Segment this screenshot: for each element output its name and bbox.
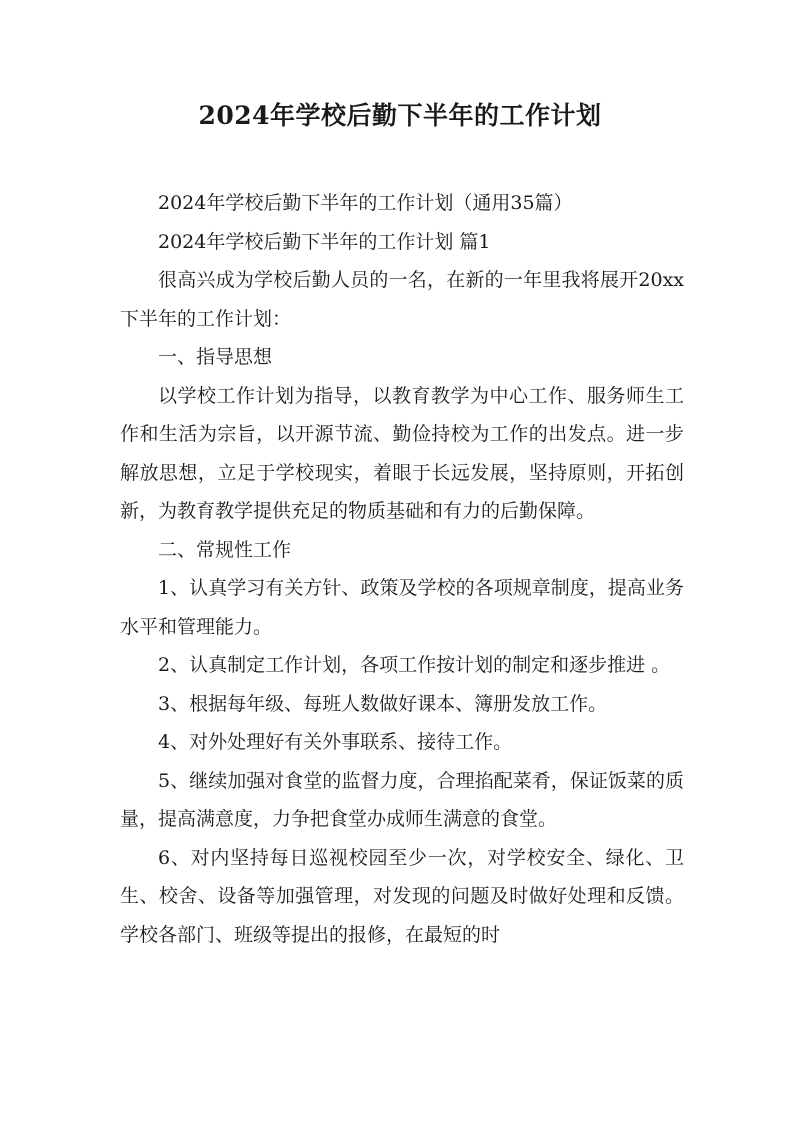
list-item-1: 1、认真学习有关方针、政策及学校的各项规章制度，提高业务水平和管理能力。: [120, 577, 684, 638]
document-body: [120, 184, 684, 954]
paragraph-part-heading: 2024年学校后勤下半年的工作计划 篇1: [158, 230, 491, 253]
section-heading-routine-work: 二、常规性工作: [158, 538, 292, 561]
list-item-5: 5、继续加强对食堂的监督力度，合理掐配菜肴，保证饭菜的质量，提高满意度，力争把食堂办成师生满意的食堂。: [120, 769, 684, 830]
paragraph-intro: 很高兴成为学校后勤人员的一名，在新的一年里我将展开20xx下半年的工作计划：: [120, 269, 684, 330]
list-item-6: 6、对内坚持每日巡视校园至少一次，对学校安全、绿化、卫生、校舍、设备等加强管理，对发现的问题及时做好处理和反馈。学校各部门、班级等提出的报修，在最短的时: [120, 846, 684, 946]
list-item-3: 3、根据每年级、每班人数做好课本、簿册发放工作。: [158, 692, 608, 715]
paragraph-guiding-thought: 以学校工作计划为指导，以教育教学为中心工作、服务师生工作和生活为宗旨，以开源节流、勤俭持校为工作的出发点。进一步解放思想，立足于学校现实，着眼于长远发展，坚持原则，开拓创新，为教育教学提供充足的物质基础和有力的后勤保障。: [120, 384, 684, 522]
section-heading-guiding-thought: 一、指导思想: [158, 346, 273, 368]
list-item-2: 2、认真制定工作计划，各项工作按计划的制定和逐步推进 。: [158, 654, 671, 676]
document-title: 2024年学校后勤下半年的工作计划: [198, 101, 602, 130]
list-item-4: 4、对外处理好有关外事联系、接待工作。: [158, 731, 513, 753]
paragraph-subtitle: 2024年学校后勤下半年的工作计划（通用35篇）: [158, 192, 573, 214]
